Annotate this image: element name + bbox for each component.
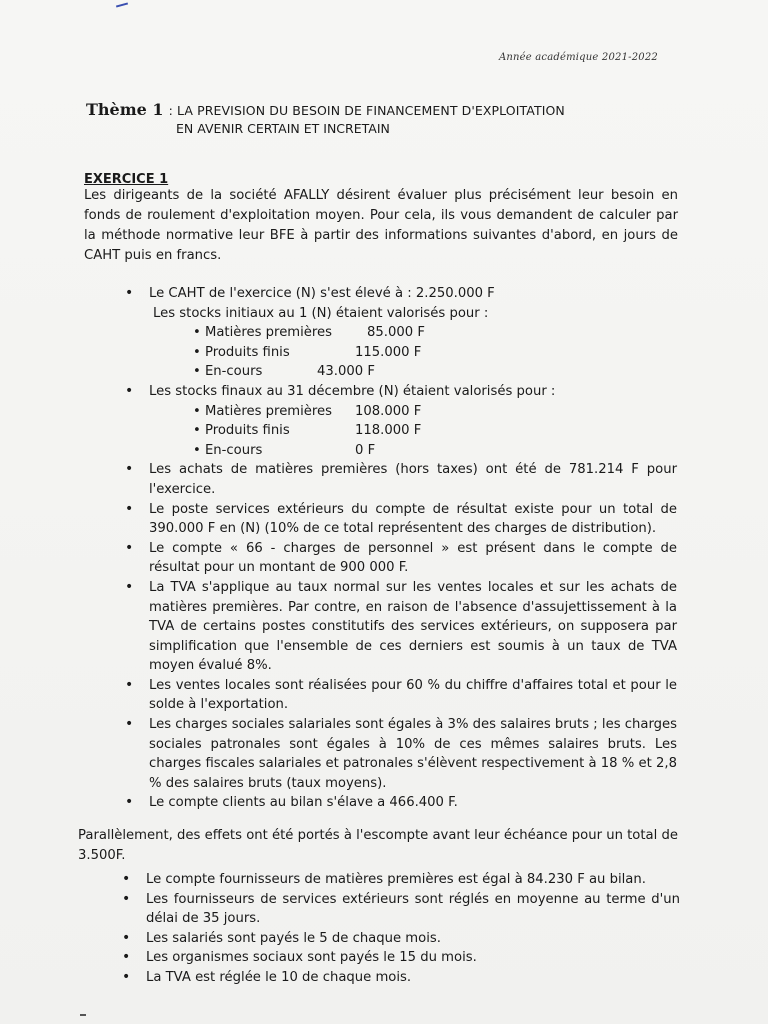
stock-value: 115.000 F xyxy=(355,344,422,360)
stock-name: • En-cours xyxy=(193,364,263,380)
theme-title-line2: EN AVENIR CERTAIN ET INCRETAIN xyxy=(176,121,390,136)
stock-row xyxy=(169,323,677,343)
bullet-icon: • xyxy=(122,929,131,946)
stock-name: • En-cours xyxy=(193,442,263,458)
pen-mark xyxy=(116,2,128,7)
list-item-text: Les organismes sociaux sont payés le 15 du mois. xyxy=(146,950,477,966)
list-item-text: Les charges sociales salariales sont égales à 3% des salaires bruts ; les charges sociales patronales sont égales à 10% de ces mêmes salaires bruts. Les charges fiscales salariales et patronales s'élèvent respectivement à 18 % et 2,8 % des salaires bruts (taux moyens). xyxy=(149,717,677,791)
list-item xyxy=(125,500,677,539)
list-item xyxy=(125,539,677,578)
bullet-icon: • xyxy=(125,794,134,811)
bullet-icon: • xyxy=(122,949,131,966)
bullet-icon: • xyxy=(122,968,131,985)
academic-year: Année académique 2021-2022 xyxy=(498,52,658,63)
exercise-intro: Les dirigeants de la société AFALLY désirent évaluer plus précisément leur besoin en fonds de roulement d'exploitation moyen. Pour cela, ils vous demandent de calculer par la méthode normative leur BFE à partir des informations suivantes d'abord, en jours de CAHT puis en francs. xyxy=(84,188,678,263)
final-stocks-label: Les stocks finaux au 31 décembre (N) étaient valorisés pour : xyxy=(149,383,556,399)
list-item xyxy=(122,968,680,988)
bullet-icon: • xyxy=(125,578,134,595)
stock-row xyxy=(169,402,677,422)
payment-list xyxy=(122,870,680,988)
bullet-icon: • xyxy=(122,871,131,887)
list-item xyxy=(122,929,680,949)
initial-stocks xyxy=(153,304,677,382)
list-item-text: Les achats de matières premières (hors taxes) ont été de 781.214 F pour l'exercice. xyxy=(149,462,677,497)
bullet-icon: • xyxy=(125,461,134,478)
stock-name: • Matières premières xyxy=(193,325,333,341)
exercise-title: EXERCICE 1 xyxy=(84,172,169,187)
stock-value: 0 F xyxy=(355,442,376,458)
list-item-text: Le compte « 66 - charges de personnel » est présent dans le compte de résultat pour un montant de 900 000 F. xyxy=(149,540,677,576)
bullet-icon: • xyxy=(122,890,131,907)
stock-value: 85.000 F xyxy=(367,325,425,341)
bullet-icon: • xyxy=(125,716,134,733)
scan-mark xyxy=(80,1014,86,1016)
list-item xyxy=(125,715,677,793)
stock-value: 118.000 F xyxy=(355,423,422,439)
stock-name: • Matières premières xyxy=(193,403,333,419)
list-item xyxy=(122,870,680,890)
paragraph-escompte: Parallèlement, des effets ont été portés à l'escompte avant leur échéance pour un total de 3.500F. xyxy=(78,828,678,863)
bullet-icon: • xyxy=(125,539,134,556)
list-item xyxy=(125,793,677,813)
list-item-text: Les salariés sont payés le 5 de chaque mois. xyxy=(146,930,441,946)
theme-title-line1: : LA PREVISION DU BESOIN DE FINANCEMENT D'EXPLOITATION xyxy=(168,103,565,118)
stock-row xyxy=(169,343,677,363)
final-stocks xyxy=(169,402,677,461)
theme-label: Thème 1 xyxy=(86,100,164,119)
list-item-text: La TVA est réglée le 10 de chaque mois. xyxy=(146,969,412,985)
list-item-final-stocks xyxy=(125,382,677,460)
bullet-icon: • xyxy=(125,676,134,693)
bullet-icon: • xyxy=(125,382,134,399)
list-item-text: Le poste services extérieurs du compte de résultat existe pour un total de 390.000 F en (N) (10% de ce total représentent des charges de distribution). xyxy=(149,501,677,537)
stock-name: • Produits finis xyxy=(193,423,290,439)
list-item-caht xyxy=(125,284,677,382)
stock-row xyxy=(169,441,677,461)
data-list xyxy=(125,284,677,813)
caht-text: Le CAHT de l'exercice (N) s'est élevé à : 2.250.000 F xyxy=(149,286,495,301)
stock-name: • Produits finis xyxy=(193,344,290,360)
stock-value: 108.000 F xyxy=(355,403,422,419)
list-item-text: Les fournisseurs de services extérieurs sont réglés en moyenne au terme d'un délai de 35 jours. xyxy=(146,891,680,927)
initial-stocks-label: Les stocks initiaux au 1 (N) étaient valorisés pour : xyxy=(153,305,489,321)
bullet-icon: • xyxy=(125,500,134,517)
theme-heading xyxy=(86,100,565,136)
list-item xyxy=(125,460,677,499)
list-item-text: Les ventes locales sont réalisées pour 60 % du chiffre d'affaires total et pour le solde à l'exportation. xyxy=(149,677,677,713)
list-item xyxy=(122,890,680,929)
stock-row xyxy=(169,362,677,382)
stock-value: 43.000 F xyxy=(317,364,375,380)
list-item xyxy=(125,676,677,715)
list-item xyxy=(122,948,680,968)
bullet-icon: • xyxy=(125,285,134,301)
list-item-text: Le compte fournisseurs de matières premières est égal à 84.230 F au bilan. xyxy=(146,872,646,887)
list-item-text: La TVA s'applique au taux normal sur les ventes locales et sur les achats de matières premières. Par contre, en raison de l'absence d'assujettissement à la TVA de certains postes constitutifs des services extérieurs, on supposera par simplification que l'ensemble de ces derniers est soumis à un taux de TVA moyen évalué 8%. xyxy=(149,579,677,674)
stock-row xyxy=(169,421,677,441)
list-item-text: Le compte clients au bilan s'élave a 466.400 F. xyxy=(149,795,458,811)
list-item xyxy=(125,578,677,676)
